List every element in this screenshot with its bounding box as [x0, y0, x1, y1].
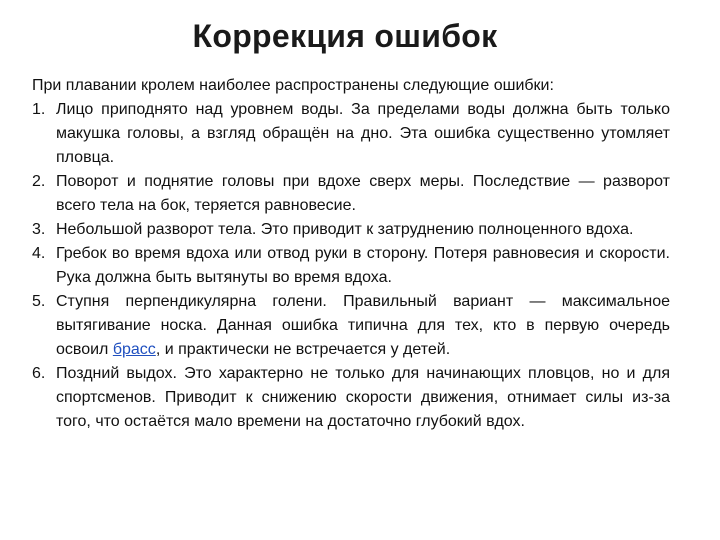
- list-item-5: [32, 290, 670, 362]
- brass-link[interactable]: брасс: [112, 341, 156, 358]
- list-item-text: Поворот и поднятие головы при вдохе сверх меры. Последствие — разворот всего тела на бок, теряется равновесие.: [56, 173, 670, 214]
- list-item-number: 4.: [32, 245, 46, 262]
- list-item-number: 3.: [32, 221, 46, 238]
- list-item-4: [32, 242, 670, 290]
- list-item-number: 5.: [32, 293, 46, 310]
- list-item-text-before-link: Ступня перпендикулярна голени. Правильный вариант — максимальное вытягивание носка. Данная ошибка типична для тех, кто в первую очередь освоил: [56, 293, 670, 358]
- errors-list: [32, 98, 670, 434]
- list-item-text: Поздний выдох. Это характерно не только для начинающих пловцов, но и для спортсменов. Приводит к снижению скорости движения, отнимает силы из-за того, что остаётся мало времени на достаточно глубокий вдох.: [56, 365, 670, 430]
- slide-title: Коррекция ошибок: [192, 18, 498, 54]
- slide-content: [32, 74, 670, 434]
- intro-text: При плавании кролем наиболее распространены следующие ошибки:: [32, 77, 554, 94]
- list-item-text: Лицо приподнято над уровнем воды. За пределами воды должна быть только макушка головы, а взгляд обращён на дно. Эта ошибка существенно утомляет пловца.: [56, 101, 670, 166]
- list-item-number: 6.: [32, 365, 46, 382]
- list-item-text: Небольшой разворот тела. Это приводит к затруднению полноценного вдоха.: [56, 221, 634, 238]
- list-item-number: 1.: [32, 101, 46, 118]
- list-item-1: [32, 98, 670, 170]
- list-item-text-after-link: , и практически не встречается у детей.: [155, 341, 451, 358]
- list-item-6: [32, 362, 670, 434]
- list-item-2: [32, 170, 670, 218]
- list-item-text: Гребок во время вдоха или отвод руки в сторону. Потеря равновесия и скорости. Рука должна быть вытянуты во время вдоха.: [56, 245, 670, 286]
- list-item-number: 2.: [32, 173, 46, 190]
- list-item-3: [32, 218, 670, 242]
